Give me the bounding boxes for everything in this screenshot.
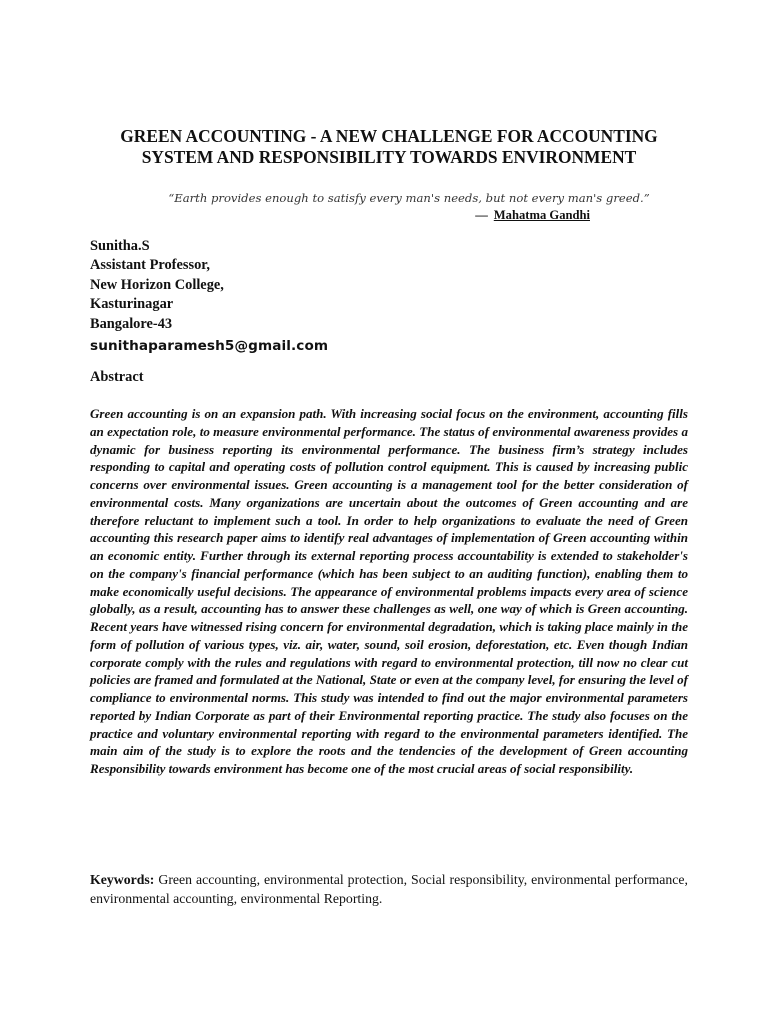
epigraph [90,191,688,223]
keywords [90,870,688,908]
epigraph-dash: — [475,208,488,222]
title-line-2: SYSTEM AND RESPONSIBILITY TOWARDS ENVIRONMENT [141,147,637,167]
abstract-body [90,405,688,778]
author-institution: New Horizon College, [90,276,224,293]
author-position: Assistant Professor, [90,257,210,274]
abstract-text: is on an expansion path. With increasing social focus on the environment, accounting fills an expectation role, to measure environmental performance. The status of environmental awareness provides a dynamic for business reporting its environmental performance. The business firm’s strategy includes responding to capital and operating costs of pollution control equipment. This is caused by increasing public concerns over environmental issues. Green accounting is a management tool for the better consideration of environmental costs. Many organizations are uncertain about the outcomes of Green accounting and are therefore reluctant to implement such a tool. In order to help organizations to evaluate the need of Green accounting this research paper aims to identify real advantages of implementation of Green accounting within an economic entity. Further through its external reporting process accountability is extended to stakeholder's on the company's financial performance (which has been subject to an auditing function), enabling them to make economically useful decisions. The appearance of environmental problems impacts every area of science globally, as a result, accounting has to answer these challenges as well, one way of which is Green accounting. Recent years have witnessed rising concern for environmental degradation, which is taking place mainly in the form of pollution of various types, viz. air, water, sound, soil erosion, deforestation, etc. Even though Indian corporate comply with the rules and regulations with regard to environmental protection, till now no clear cut policies are framed and formulated at the National, State or even at the company level, for ensuring the level of compliance to environmental norms. This study was intended to find out the major environmental parameters reported by Indian Corporate as part of their Environmental reporting practice. The study also focuses on the practice and voluntary environmental reporting with regard to the environmental parameters identified. The main aim of the study is to explore the roots and the tendencies of the development of Green accounting Responsibility towards environment has become one of the most crucial areas of social responsibility. [90,406,688,776]
epigraph-author: Mahatma Gandhi [493,208,590,222]
keywords-label: Keywords: [90,872,155,887]
abstract-lead-term: Green accounting [90,406,188,421]
epigraph-quote: “Earth provides enough to satisfy every man's needs, but not every man's greed.” [168,191,650,205]
author-locality: Kasturinagar [90,296,174,313]
epigraph-attribution [90,207,590,223]
author-block [90,237,328,356]
paper-title [90,126,688,168]
keywords-text: Green accounting, environmental protection, Social responsibility, environmental performance, environmental accounting, environmental Reporting. [90,872,688,906]
author-city: Bangalore-43 [90,315,173,332]
title-line-1: GREEN ACCOUNTING - A NEW CHALLENGE FOR ACCOUNTING [120,126,658,146]
abstract-heading: Abstract [90,369,144,385]
author-email: sunithaparamesh5@gmail.com [90,338,329,355]
author-name: Sunitha.S [90,238,150,254]
